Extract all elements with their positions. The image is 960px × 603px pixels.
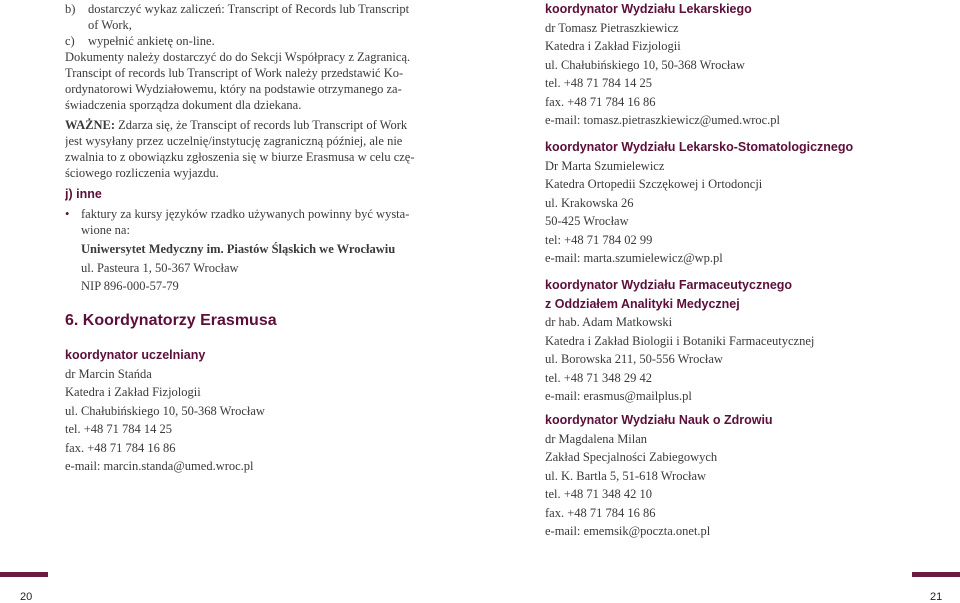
coordinator-block-dentistry — [545, 138, 853, 268]
university-street: ul. Pasteura 1, 50-367 Wrocław — [81, 260, 239, 275]
para-line: Transcipt of records lub Transcript of Work należy przedstawić Ko- — [65, 66, 404, 80]
important-line — [65, 117, 423, 133]
contact-line: fax. +48 71 784 16 86 — [65, 440, 176, 455]
important-line: zwalnia to z obowiązku zgłoszenia się w biurze Erasmusa w celu czę- — [65, 150, 415, 164]
coordinator-title: koordynator Wydziału Nauk o Zdrowiu — [545, 413, 773, 427]
contact-line: Zakład Specjalności Zabiegowych — [545, 450, 718, 464]
contact-line: dr hab. Adam Matkowski — [545, 315, 673, 329]
contact-line: ul. Chałubińskiego 10, 50-368 Wrocław — [65, 403, 265, 418]
list-item-c — [65, 33, 423, 49]
list-item-c-text: wypełnić ankietę on-line. — [88, 34, 215, 48]
important-line: ściowego rozliczenia wyjazdu. — [65, 166, 219, 180]
contact-line: ul. Krakowska 26 — [545, 195, 634, 210]
contact-line: tel. +48 71 784 14 25 — [545, 76, 653, 90]
para-line: Dokumenty należy dostarczyć do do Sekcji Współpracy z Zagranicą. — [65, 50, 411, 64]
footer-bar-right — [912, 572, 960, 577]
list-marker-b: b) — [65, 2, 76, 16]
page-number-left: 20 — [20, 591, 33, 603]
contact-line: Katedra i Zakład Fizjologii — [545, 39, 681, 53]
footer-bar-left — [0, 572, 48, 577]
list-item-b-text1: dostarczyć wykaz zaliczeń: Transcript of Records lub Transcript — [88, 2, 410, 16]
coordinator-title: koordynator Wydziału Farmaceutycznego — [545, 278, 793, 292]
list-item-b — [65, 1, 423, 17]
contact-line: dr Tomasz Pietraszkiewicz — [545, 20, 679, 35]
contact-line: tel. +48 71 348 42 10 — [545, 487, 653, 501]
section-title-6: 6. Koordynatorzy Erasmusa — [65, 312, 277, 329]
contact-line: dr Magdalena Milan — [545, 431, 648, 446]
university-name: Uniwersytet Medyczny im. Piastów Śląskich we Wrocławiu — [81, 242, 396, 256]
contact-email: e-mail: tomasz.pietraszkiewicz@umed.wroc.pl — [545, 113, 781, 127]
contact-line: fax. +48 71 784 16 86 — [545, 94, 656, 109]
contact-line: 50-425 Wrocław — [545, 214, 629, 228]
coordinator-title: koordynator Wydziału Lekarskiego — [545, 2, 752, 16]
contact-line: tel. +48 71 784 14 25 — [65, 422, 173, 436]
coordinator-title-cont: z Oddziałem Analityki Medycznej — [545, 296, 740, 311]
page-number-right: 21 — [930, 591, 943, 603]
contact-line: ul. Borowska 211, 50-556 Wrocław — [545, 352, 723, 366]
list-marker-c: c) — [65, 34, 75, 48]
important-line: jest wysyłany przez uczelnię/instytucję zagraniczną później, ale nie — [65, 134, 403, 148]
coordinator-title: koordynator Wydziału Lekarsko-Stomatologicznego — [545, 140, 854, 154]
contact-line: tel. +48 71 348 29 42 — [545, 370, 653, 385]
coordinator-uni-title: koordynator uczelniany — [65, 348, 206, 362]
contact-line: ul. Chałubińskiego 10, 50-368 Wrocław — [545, 57, 745, 72]
contact-email: e-mail: marcin.standa@umed.wroc.pl — [65, 459, 254, 473]
bullet-text1: faktury za kursy języków rzadko używanych powinny być wysta- — [81, 207, 410, 221]
bullet-item — [65, 206, 423, 222]
coordinator-block-health-sciences — [545, 411, 773, 541]
contact-email: e-mail: erasmus@mailplus.pl — [545, 389, 692, 403]
coordinator-block-pharmacy — [545, 276, 814, 406]
contact-email: e-mail: ememsik@poczta.onet.pl — [545, 524, 711, 538]
left-page — [65, 0, 423, 572]
contact-line: Dr Marta Szumielewicz — [545, 158, 665, 173]
bullet-dot-icon: • — [65, 207, 70, 221]
contact-email: e-mail: marta.szumielewicz@wp.pl — [545, 251, 723, 265]
bullet-text2: wione na: — [81, 223, 130, 237]
important-label: WAŻNE: — [65, 118, 116, 132]
heading-j: j) inne — [65, 187, 102, 201]
list-item-b-text2: of Work, — [88, 18, 132, 32]
bullet-item-cont — [65, 222, 423, 238]
para-line: świadczenia sporządza dokument dla dziekana. — [65, 98, 302, 112]
list-item-b-cont — [65, 17, 423, 33]
coordinator-uni-block — [65, 346, 265, 476]
contact-line: tel: +48 71 784 02 99 — [545, 232, 653, 247]
contact-line: Katedra i Zakład Fizjologii — [65, 385, 201, 399]
contact-line: ul. K. Bartla 5, 51-618 Wrocław — [545, 468, 707, 483]
contact-line: dr Marcin Stańda — [65, 366, 152, 381]
coordinator-block-medicine — [545, 0, 780, 130]
contact-line: Katedra i Zakład Biologii i Botaniki Farmaceutycznej — [545, 333, 815, 348]
contact-line: Katedra Ortopedii Szczękowej i Ortodoncji — [545, 177, 763, 191]
university-nip: NIP 896-000-57-79 — [81, 279, 179, 293]
para-line: ordynatorowi Wydziałowemu, który na podstawie otrzymanego za- — [65, 82, 402, 96]
important-text: Zdarza się, że Transcipt of records lub Transcript of Work — [115, 118, 408, 132]
contact-line: fax. +48 71 784 16 86 — [545, 505, 656, 520]
right-page — [545, 0, 925, 572]
